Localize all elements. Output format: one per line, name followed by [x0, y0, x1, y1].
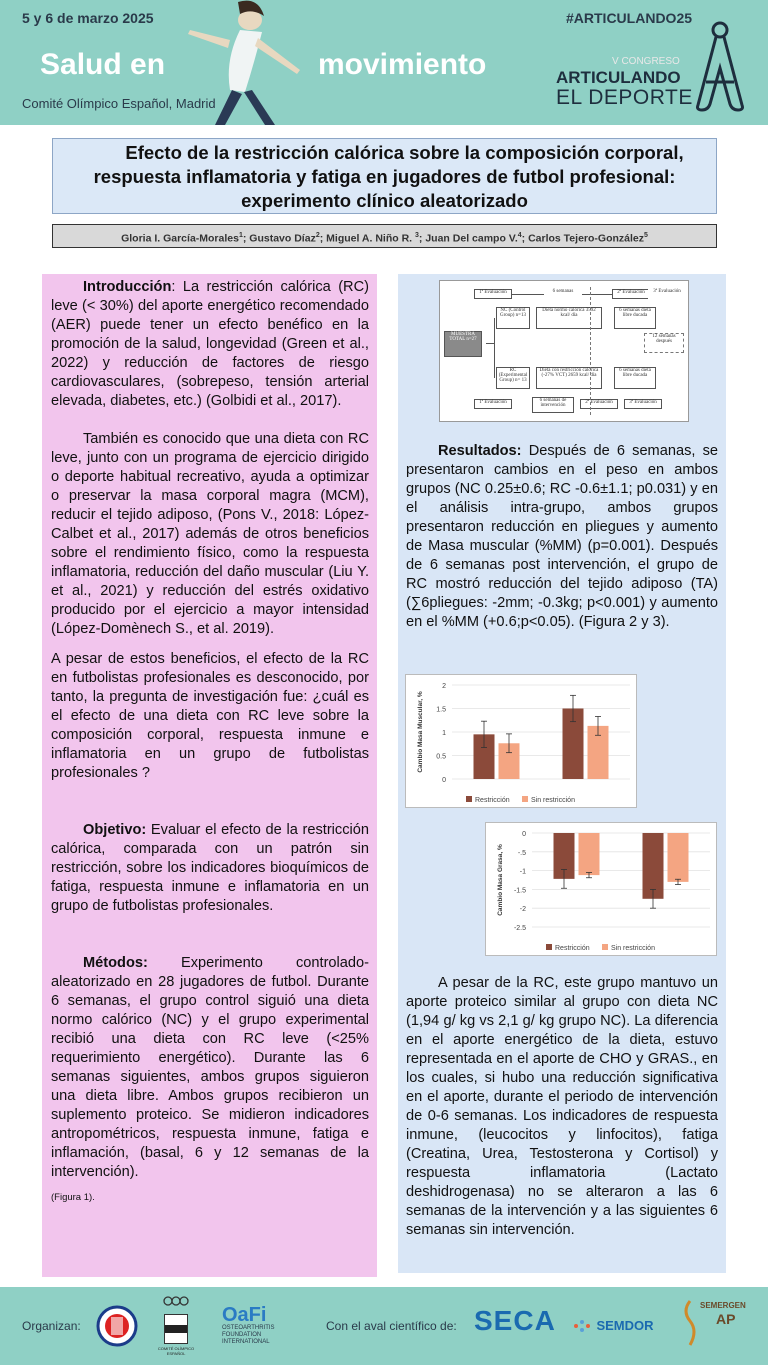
y-tick-label: 0: [522, 831, 526, 838]
author-separator: ;: [319, 232, 327, 245]
design-nc-diet: Dieta normo calórica 3592 kcal/ día: [536, 307, 602, 329]
results-paragraph: [406, 442, 718, 632]
legend-label: Sin restricción: [611, 945, 655, 952]
legend-swatch: [466, 796, 472, 802]
author-name: Carlos Tejero-González: [528, 232, 644, 245]
y-axis-label: Cambio Masa Muscular, %: [417, 691, 424, 773]
results-heading: Resultados:: [438, 443, 522, 459]
title-line-1: Efecto de la restricción calórica sobre la composición corporal,: [125, 142, 684, 163]
footer-banner: [0, 1287, 768, 1365]
semergen-logo-text: SEMERGEN: [700, 1301, 746, 1310]
event-title-part2: movimiento: [318, 48, 487, 81]
event-title-part1: Salud en: [40, 48, 166, 81]
poster-title: [52, 138, 717, 214]
author-affiliation: 4: [517, 232, 522, 239]
design-branch: [494, 318, 495, 378]
semergen-ap-text: AP: [716, 1311, 736, 1327]
design-12weeks: 12 semanas después: [644, 333, 684, 353]
legend-label: Sin restricción: [531, 797, 575, 804]
objective-heading: Objetivo:: [83, 822, 147, 838]
author-affiliation: 5: [644, 232, 648, 239]
chart-muscle-mass: [405, 674, 637, 808]
design-weeks-intervention: 6 semanas de intervención: [532, 397, 574, 413]
y-tick-label: 1: [442, 730, 446, 737]
coe-shield-icon: [164, 1314, 188, 1344]
chart-fat-mass: [485, 822, 717, 956]
intro-paragraph-1: [51, 278, 369, 411]
y-tick-label: -1.5: [513, 887, 526, 895]
legend-swatch: [522, 796, 528, 802]
semdor-dots-icon: [572, 1318, 592, 1334]
author-affiliation: 1: [238, 232, 243, 239]
design-arrow: [582, 294, 612, 295]
left-column: [42, 274, 377, 1277]
intro-paragraph-3: A pesar de estos beneficios, el efecto de la RC en futbolistas profesionales es desconocido, por tanto, la pregunta de investigación fue: ¿cuál es el efecto de una dieta con RC leve sobre la composición corporal, respuesta inmune e inflamatoria en un grupo de futbolistas profesionales ?: [51, 651, 369, 781]
author-affiliation: 2: [315, 232, 320, 239]
legend-swatch: [602, 944, 608, 950]
intro-heading: Introducción: [83, 279, 172, 295]
design-arrow: [512, 294, 544, 295]
design-eval1-top: 1ª Evaluación: [474, 289, 512, 299]
intro-text-1: : La restricción calórica (RC) leve (< 30%) del aporte energético recomendado (AER) puede tener un efecto benéfico en la promoción de la salud, longevidad (Green et al., 2022) y reducción de factores de riesgo cardiovasculares, (sobrepeso, tensión arterial elevada, diabetes, etc.) (Golbidi et al., 2017).: [51, 279, 369, 409]
design-rc-group: RC (Experimental Group) n= 13: [496, 367, 530, 389]
congress-edition: V CONGRESO: [612, 56, 680, 67]
event-date: 5 y 6 de marzo 2025: [22, 10, 154, 26]
header-banner: [0, 0, 768, 125]
legend-label: Restricción: [555, 945, 590, 952]
y-tick-label: 2: [442, 683, 446, 690]
title-line-3: experimento clínico aleatorizado: [241, 190, 528, 211]
right-column: [398, 274, 726, 1273]
y-axis-label: Cambio Masa Grasa, %: [497, 844, 504, 916]
y-tick-label: -.5: [517, 849, 526, 857]
author-separator: ;: [418, 232, 426, 245]
organizers-label: Organizan:: [22, 1319, 81, 1333]
coe-logo-text: COMITÉ OLÍMPICO ESPAÑOL: [157, 1346, 195, 1356]
design-weeks6: 6 semanas: [552, 289, 574, 294]
author-affiliation: 3: [415, 232, 419, 239]
objective-text: Evaluar el efecto de la restricción calórica, comparada con un patrón sin restricción, sobre los indicadores bioquímicos de fatiga, respuesta inmune e inflamatoria en un grupo de futbolistas profesionales.: [51, 822, 369, 914]
semergen-symbol-icon: [680, 1299, 700, 1349]
oafi-logo-subtext: OSTEOARTHRITIS FOUNDATION INTERNATIONAL: [222, 1325, 275, 1345]
methods-text: Experimento controlado-aleatorizado en 28 jugadores de futbol. Durante 6 semanas, el grupo control siguió una dieta normo calórico (NC) y el grupo experimental recibió una dieta con RC leve (<25% requerimiento energético). Durante las 6 semanas siguientes, ambos grupos siguieron una dieta libre. Ambos grupos recibieron un suplemento proteico. Se midieron indicadores antropométricos, respuesta inmune, fatiga e inflamación, (basal, 6 y 12 semanas de la intervención).: [51, 955, 369, 1180]
author-separator: ;: [242, 232, 250, 245]
legend-label: Restricción: [475, 797, 510, 804]
y-tick-label: 0.5: [436, 753, 446, 761]
semdor-logo: [572, 1317, 654, 1335]
y-tick-label: -2: [519, 906, 526, 914]
seca-logo-text: SECA: [474, 1305, 556, 1336]
results-section: [406, 442, 718, 632]
design-free-diet: 6 semanas dieta libre ducada: [614, 307, 656, 329]
objective-paragraph: [51, 821, 369, 916]
congress-name-line2: EL DEPORTE: [556, 86, 693, 109]
figure-1-reference: (Figura 1).: [51, 1192, 95, 1203]
author-name: Gustavo Díaz: [249, 232, 316, 245]
chart-fat-mass-svg: [486, 823, 718, 957]
design-eval2-top: 2ª Evaluación: [612, 289, 650, 299]
discussion-section: [406, 974, 718, 1240]
chart-muscle-mass-svg: [406, 675, 638, 809]
olympic-rings-icon: [162, 1295, 190, 1309]
event-hashtag: #ARTICULANDO25: [566, 10, 693, 26]
discussion-paragraph: A pesar de la RC, este grupo mantuvo un aporte proteico similar al grupo con dieta NC (1,94 g/ kg vs 2,1 g/ kg grupo NC). La diferencia en el aporte energético de la dieta, estuvo representada en el aporte de CHO y GRAS., en los cuales, si hubo una reducción significativa en el aporte, durante el periodo de intervención de 0-6 semanas. Los indicadores de respuesta inmune, (leucocitos y linfocitos), fatiga (Creatina, Urea, Testosterona y Cortisol) y respuesta inflamatoria (Lactato deshidrogenasa) no se alteraron a las 6 semanas de la intervención y a las siguientes 6 semanas sin intervención.: [406, 975, 718, 1238]
design-sample: MUESTRA TOTAL n=27: [444, 331, 482, 357]
authors-bar: [52, 224, 717, 248]
y-tick-label: -1: [519, 868, 526, 876]
atletico-foundation-logo-icon: [96, 1305, 138, 1347]
design-divider: [590, 287, 591, 415]
author-name: Gloria I. García-Morales: [121, 232, 239, 245]
semergen-logo: [680, 1295, 750, 1355]
design-eval1-bottom: 1ª Evaluación: [474, 399, 512, 409]
event-venue: Comité Olímpico Español, Madrid: [22, 96, 216, 111]
design-rc-diet: Dieta con restricción calórica (-27% VCT) 2659 kcal/ día: [536, 367, 602, 389]
results-text: Después de 6 semanas, se presentaron cambios en el peso en ambos grupos (NC 0.25±0.6; RC -0.6±1.1; p0.031) y en el análisis intra-grupo, ambos grupos presentaron reducción en pliegues y aumento de Masa muscular (%MM) (p=0.001). Después de 6 semanas post intervención, el grupo de RC mostró reducción del tejido adiposo (TA) (∑6pliegues: -2mm; -0.3kg; p<0.001) y aumento en el %MM (+0.6;p<0.05). (Figura 2 y 3).: [406, 443, 718, 630]
author-name: Juan Del campo V.: [425, 232, 518, 245]
design-nc-group: NC (Control Group) n=13: [496, 307, 530, 329]
author-name: Miguel A. Niño R.: [326, 232, 416, 245]
bar-restriccion: [643, 833, 664, 899]
bar-sin-restriccion: [668, 833, 689, 882]
y-tick-label: 1.5: [436, 706, 446, 714]
design-eval3-top: 3ª Evaluación: [648, 289, 686, 299]
methods-paragraph: [51, 954, 369, 1182]
title-line-2: respuesta inflamatoria y fatiga en jugadores de futbol profesional:: [93, 166, 676, 187]
y-tick-label: -2.5: [513, 925, 526, 932]
author-separator: ;: [521, 232, 529, 245]
design-eval3-bottom: 3ª Evaluación: [624, 399, 662, 409]
y-tick-label: 0: [442, 777, 446, 784]
articulando-logo-icon: [690, 20, 750, 112]
design-branch: [486, 343, 494, 344]
semdor-logo-text: SEMDOR: [596, 1318, 654, 1333]
aval-label: Con el aval científico de:: [326, 1319, 457, 1333]
study-design-figure: [439, 280, 689, 422]
design-eval2-bottom: 2ª Evaluación: [580, 399, 618, 409]
intro-paragraph-2: También es conocido que una dieta con RC leve, junto con un programa de ejercicio dirigido o deporte habitual recreativo, ayuda a optimizar o preservar la masa corporal magra (MCM), reducir el tejido adiposo, (Pons V., 2018: López-Calbet et al., 2017) además de otros beneficios sobre el rendimiento físico, como la respuesta inflamatoria, reducción del daño muscular (Liu Y. et al., 2021) y reducción del estrés oxidativo producido por el ejercicio a mayor intensidad (López-Domènech S., et al. 2019).: [51, 431, 369, 637]
legend-swatch: [546, 944, 552, 950]
oafi-logo-text: OaFi: [222, 1304, 267, 1326]
coe-logo: [157, 1295, 195, 1356]
methods-heading: Métodos:: [83, 955, 148, 971]
oafi-logo: [222, 1305, 280, 1346]
design-free-diet-2: 6 semanas dieta libre ducada: [614, 367, 656, 389]
congress-name-line1: ARTICULANDO: [556, 68, 681, 87]
bar-sin-restriccion: [579, 833, 600, 875]
